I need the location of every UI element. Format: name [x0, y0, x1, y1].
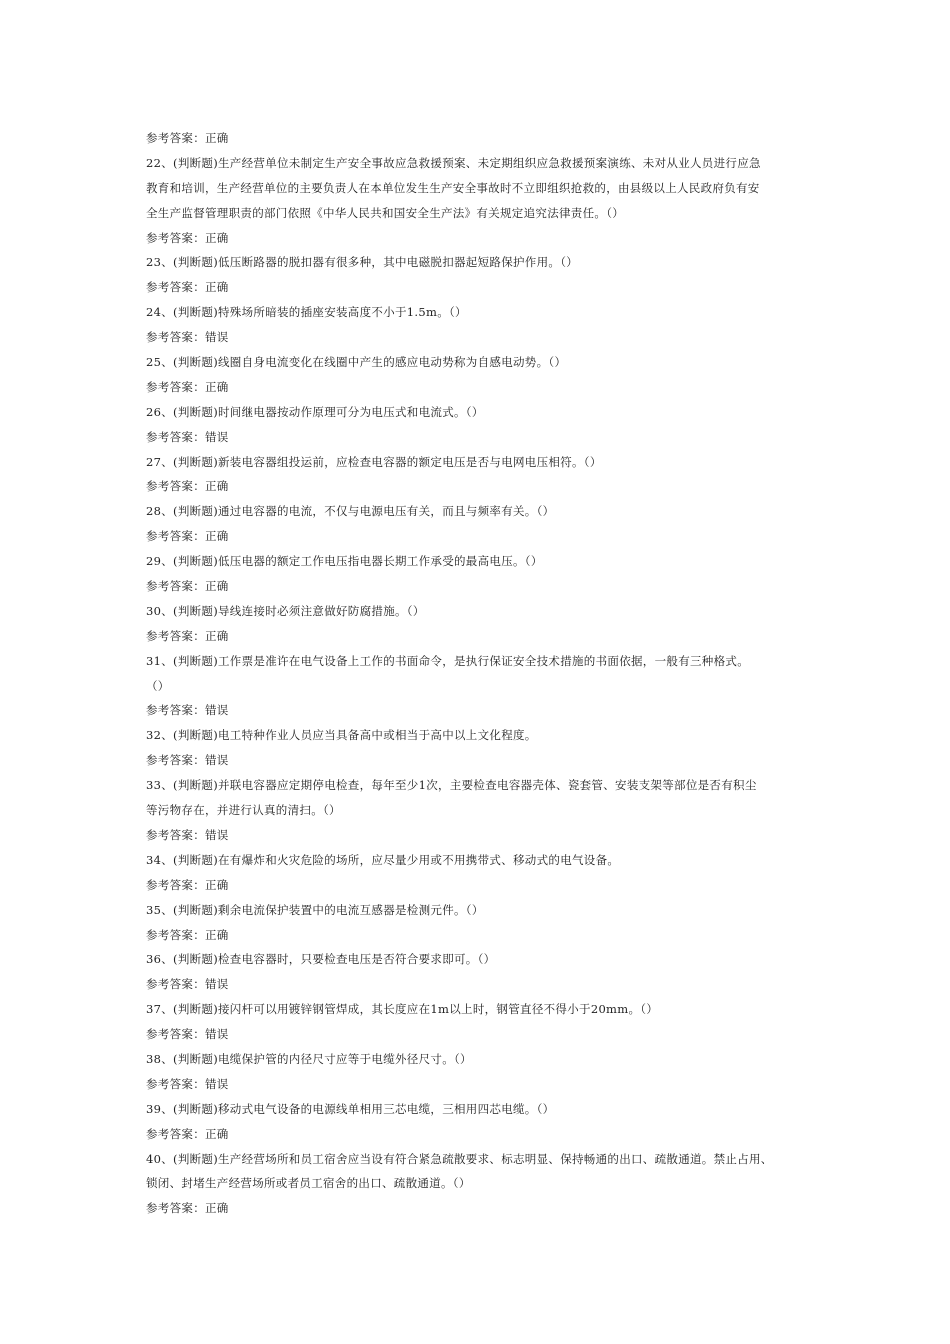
question-text-line: 26、(判断题)时间继电器按动作原理可分为电压式和电流式。（） [146, 404, 484, 419]
reference-answer [146, 698, 816, 723]
reference-answer [146, 524, 816, 549]
question-text-line: 25、(判断题)线圈自身电流变化在线圈中产生的感应电动势称为自感电动势。（） [146, 355, 567, 370]
question-item [146, 773, 816, 823]
answer-text: 参考答案：正确 [146, 628, 229, 643]
question-item [146, 450, 816, 475]
question-text-line: 35、(判断题)剩余电流保护装置中的电流互感器是检测元件。（） [146, 902, 484, 917]
reference-answer [146, 126, 816, 151]
reference-answer [146, 1196, 816, 1221]
reference-answer [146, 425, 816, 450]
question-item [146, 151, 816, 226]
question-text-line: 28、(判断题)通过电容器的电流，不仅与电源电压有关，而且与频率有关。（） [146, 504, 555, 519]
reference-answer [146, 275, 816, 300]
answer-text: 参考答案：错误 [146, 1076, 229, 1091]
reference-answer [146, 1072, 816, 1097]
question-text-line: 34、(判断题)在有爆炸和火灾危险的场所，应尽量少用或不用携带式、移动式的电气设备。 [146, 852, 620, 867]
answer-text: 参考答案：正确 [146, 280, 229, 295]
reference-answer [146, 923, 816, 948]
reference-answer [146, 474, 816, 499]
answer-text: 参考答案：正确 [146, 131, 229, 145]
question-item [146, 350, 816, 375]
reference-answer [146, 748, 816, 773]
question-text-line: 锁闭、封堵生产经营场所或者员工宿舍的出口、疏散通道。（） [146, 1176, 471, 1191]
reference-answer [146, 1122, 816, 1147]
question-item [146, 250, 816, 275]
answer-text: 参考答案：正确 [146, 579, 229, 594]
question-item [146, 1047, 816, 1072]
question-item [146, 947, 816, 972]
answer-text: 参考答案：错误 [146, 703, 229, 718]
question-item [146, 400, 816, 425]
reference-answer [146, 873, 816, 898]
question-item [146, 848, 816, 873]
reference-answer [146, 574, 816, 599]
answer-text: 参考答案：错误 [146, 827, 229, 842]
answer-text: 参考答案：错误 [146, 1027, 229, 1042]
reference-answer [146, 375, 816, 400]
question-item [146, 499, 816, 524]
answer-text: 参考答案：正确 [146, 479, 229, 494]
answer-text: 参考答案：正确 [146, 1201, 229, 1216]
answer-text: 参考答案：正确 [146, 230, 229, 245]
question-text-line: 37、(判断题)接闪杆可以用镀锌钢管焊成，其长度应在1m以上时，钢管直径不得小于20mm。（） [146, 1002, 659, 1017]
reference-answer [146, 972, 816, 997]
question-item [146, 549, 816, 574]
answer-text: 参考答案：正确 [146, 877, 229, 892]
question-text-line: （） [146, 678, 170, 693]
reference-answer [146, 325, 816, 350]
question-text-line: 39、(判断题)移动式电气设备的电源线单相用三芯电缆，三相用四芯电缆。（） [146, 1101, 555, 1116]
question-item [146, 300, 816, 325]
answer-text: 参考答案：错误 [146, 977, 229, 992]
question-text-line: 38、(判断题)电缆保护管的内径尺寸应等于电缆外径尺寸。（） [146, 1051, 472, 1066]
question-item [146, 649, 816, 699]
answer-text: 参考答案：错误 [146, 330, 229, 345]
question-text-line: 40、(判断题)生产经营场所和员工宿舍应当设有符合紧急疏散要求、标志明显、保持畅通的出口、疏散通道。禁止占用、 [146, 1151, 773, 1166]
answer-text: 参考答案：正确 [146, 1126, 229, 1141]
answer-text: 参考答案：正确 [146, 529, 229, 544]
reference-answer [146, 1022, 816, 1047]
question-text-line: 36、(判断题)检查电容器时，只要检查电压是否符合要求即可。（） [146, 952, 496, 967]
question-list [146, 126, 816, 1221]
question-item [146, 599, 816, 624]
question-text-line: 33、(判断题)并联电容器应定期停电检查，每年至少1次，主要检查电容器壳体、瓷套管、安装支架等部位是否有积尘 [146, 778, 757, 793]
answer-text: 参考答案：错误 [146, 753, 229, 768]
reference-answer [146, 226, 816, 251]
question-item [146, 997, 816, 1022]
answer-text: 参考答案：正确 [146, 927, 229, 942]
question-item [146, 723, 816, 748]
question-text-line: 教育和培训，生产经营单位的主要负责人在本单位发生生产安全事故时不立即组织抢救的，由县级以上人民政府负有安 [146, 180, 760, 195]
question-text-line: 23、(判断题)低压断路器的脱扣器有很多种，其中电磁脱扣器起短路保护作用。（） [146, 255, 579, 270]
question-text-line: 29、(判断题)低压电器的额定工作电压指电器长期工作承受的最高电压。（） [146, 554, 543, 569]
answer-text: 参考答案：错误 [146, 429, 229, 444]
question-text-line: 32、(判断题)电工特种作业人员应当具备高中或相当于高中以上文化程度。 [146, 728, 537, 743]
reference-answer [146, 823, 816, 848]
question-item [146, 898, 816, 923]
question-item [146, 1097, 816, 1122]
question-text-line: 30、(判断题)导线连接时必须注意做好防腐措施。（） [146, 603, 425, 618]
question-text-line: 31、(判断题)工作票是准许在电气设备上工作的书面命令，是执行保证安全技术措施的书面依据，一般有三种格式。 [146, 653, 749, 668]
reference-answer [146, 624, 816, 649]
question-text-line: 24、(判断题)特殊场所暗装的插座安装高度不小于1.5m。（） [146, 305, 467, 320]
question-text-line: 等污物存在，并进行认真的清扫。（） [146, 803, 341, 818]
question-item [146, 1147, 816, 1197]
question-text-line: 全生产监督管理职责的部门依照《中华人民共和国安全生产法》有关规定追究法律责任。（） [146, 205, 625, 220]
answer-text: 参考答案：正确 [146, 379, 229, 394]
question-text-line: 27、(判断题)新装电容器组投运前，应检查电容器的额定电压是否与电网电压相符。（） [146, 454, 602, 469]
question-text-line: 22、(判断题)生产经营单位未制定生产安全事故应急救援预案、未定期组织应急救援预案演练、未对从业人员进行应急 [146, 155, 761, 170]
